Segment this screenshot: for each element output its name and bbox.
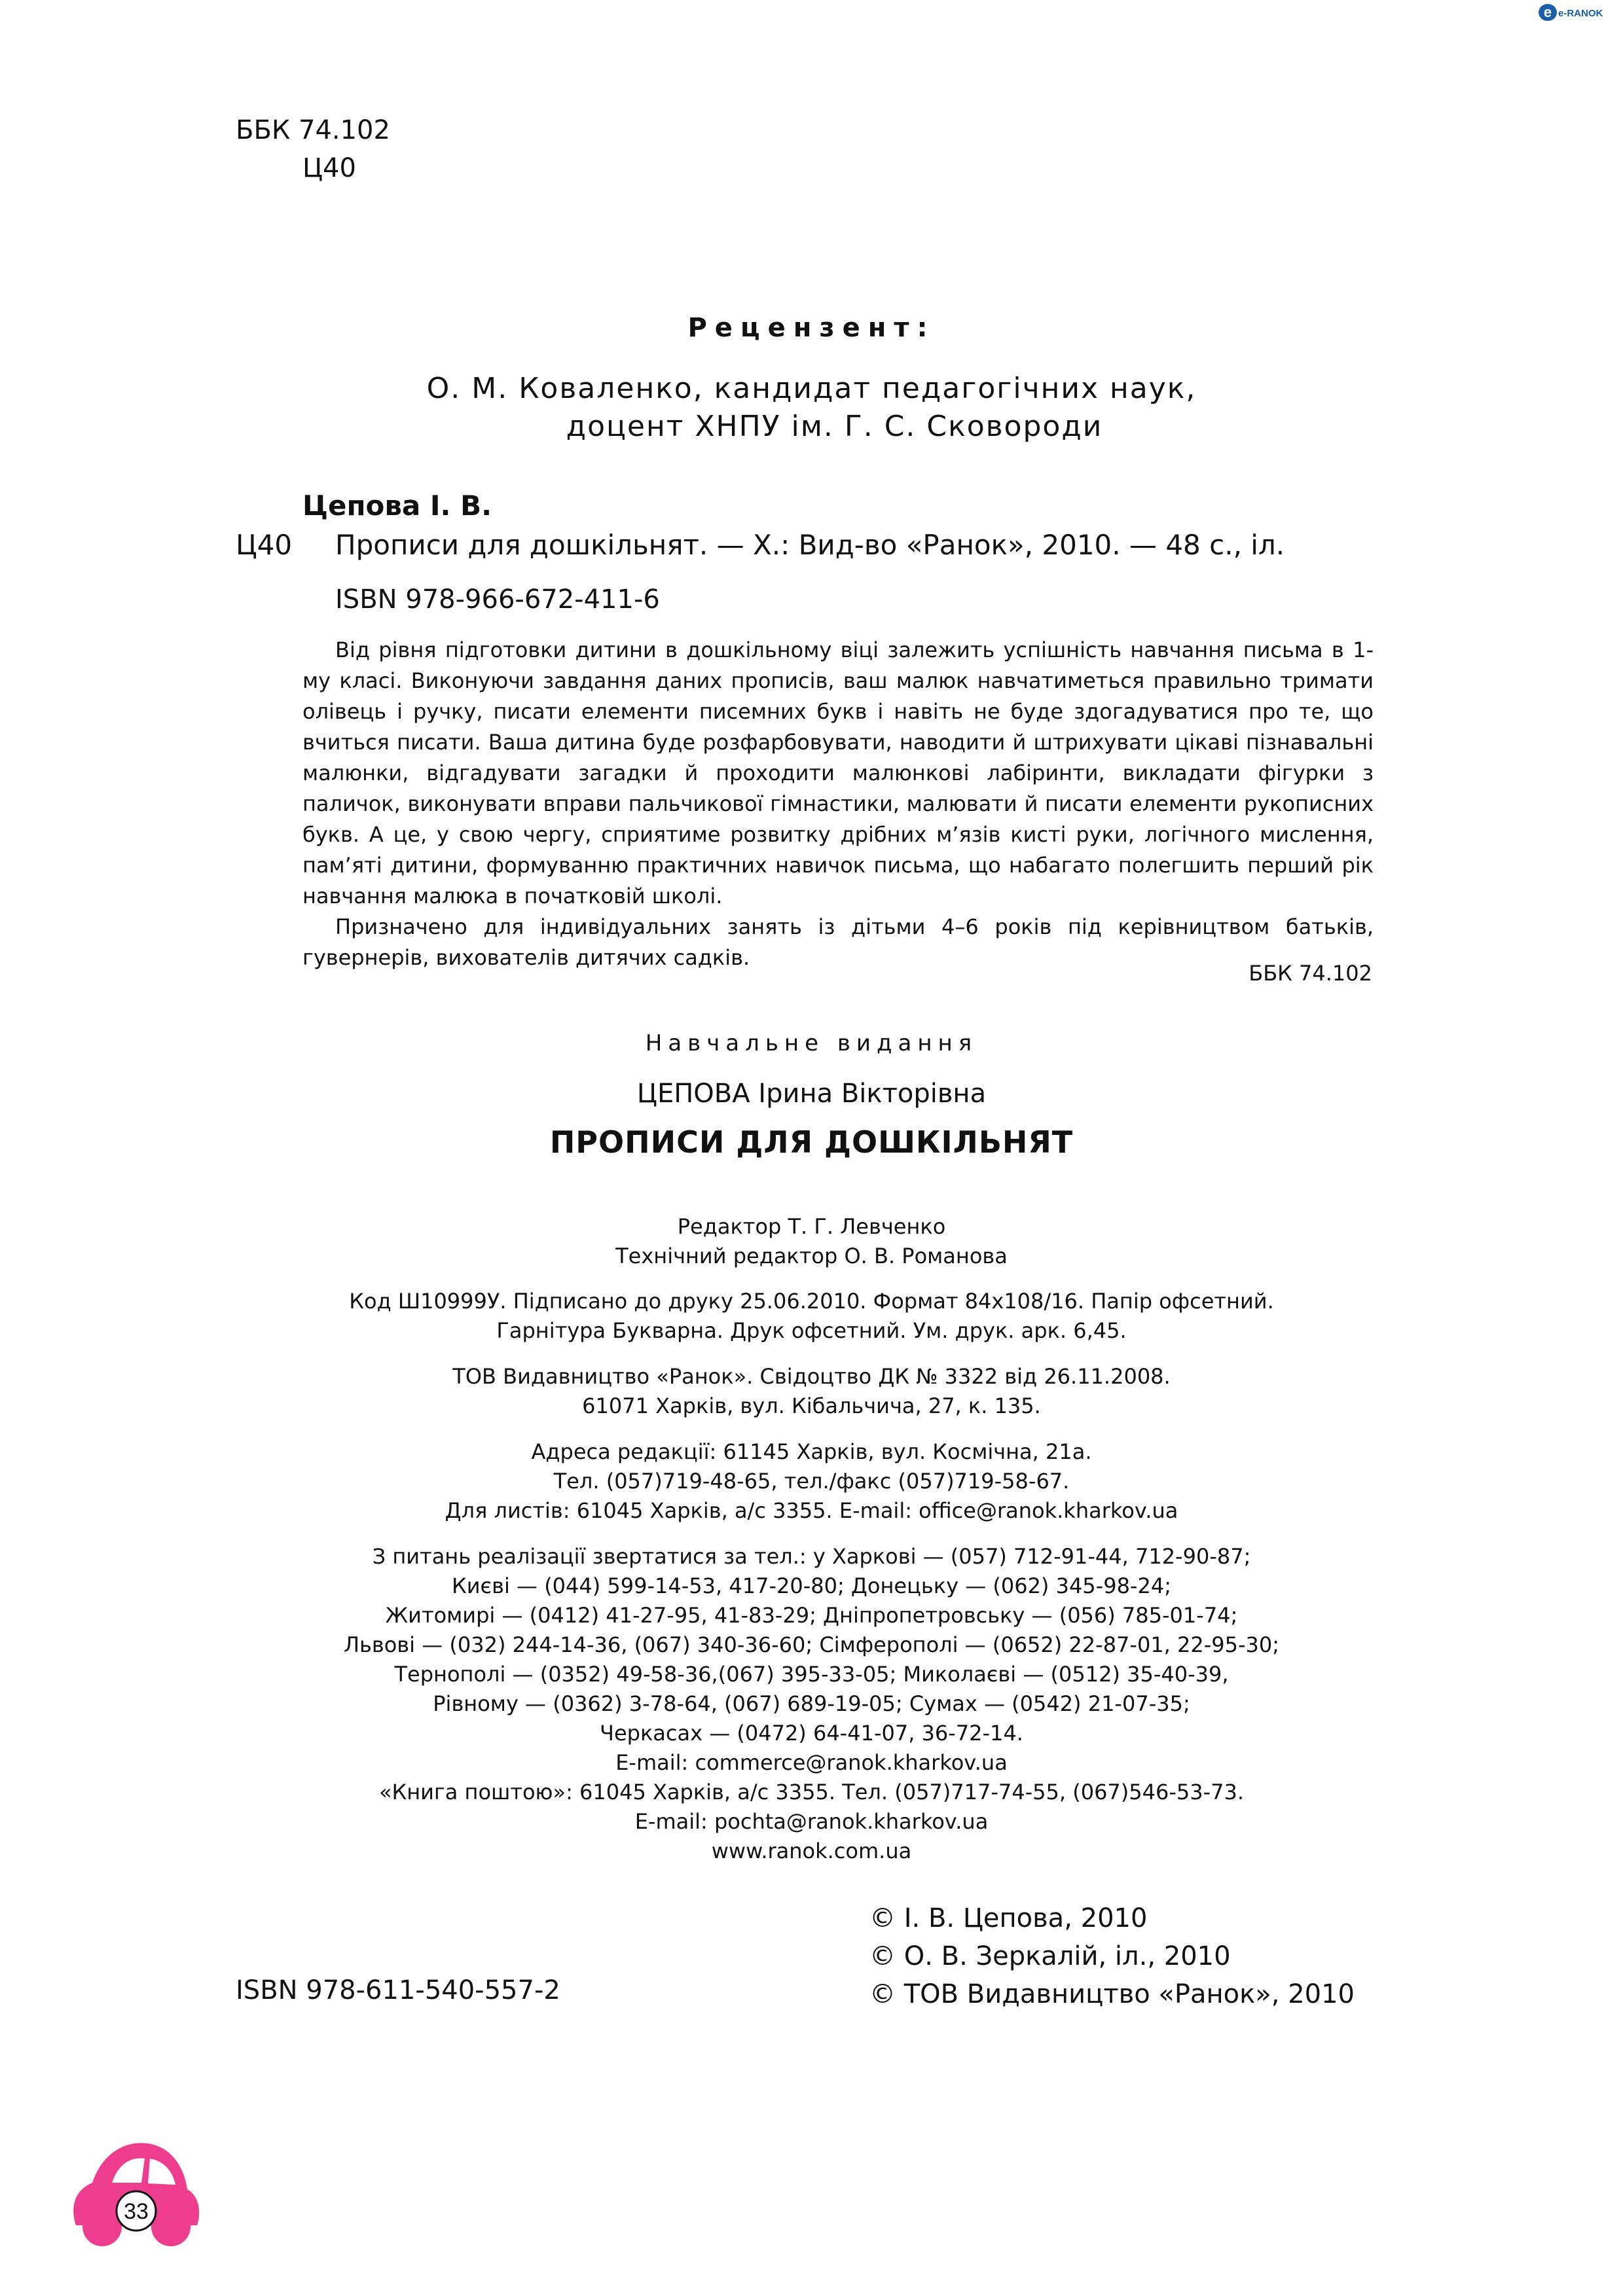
sales-line: Житомирі — (0412) 41-27-95, 41-83-29; Дніпропетровську — (056) 785-01-74; [385,1603,1238,1628]
bbk-block [236,111,390,187]
page-number: 33 [124,2199,149,2224]
sales-line: З питань реалізації звертатися за тел.: у Харкові — (057) 712-91-44, 712-90-87; [372,1544,1251,1569]
address-2: Тел. (057)719-48-65, тел./факс (057)719-58-67. [553,1469,1070,1494]
publisher-logo [1537,3,1614,25]
sales-line: Черкасах — (0472) 64-41-07, 36-72-14. [600,1721,1023,1746]
logo-text: e-RANOK [1558,8,1603,19]
reviewer-line-2: доцент ХНПУ ім. Г. С. Сковороди [566,410,1103,443]
edition-type: Навчальне видання [645,1030,978,1056]
isbn-bottom: ISBN 978-611-540-557-2 [236,1975,560,2005]
publisher-info-1: ТОВ Видавництво «Ранок». Свідоцтво ДК № 3322 від 26.11.2008. [452,1364,1171,1389]
bbk-code: ББК 74.102 [236,115,390,145]
biblio-isbn: ISBN 978-966-672-411-6 [335,584,660,615]
address-1: Адреса редакції: 61145 Харків, вул. Космічна, 21а. [531,1439,1092,1464]
annotation-bbk: ББК 74.102 [1249,961,1372,986]
biblio-mark: Ц40 [236,529,293,561]
copyright-line: © О. В. Зеркалій, іл., 2010 [869,1941,1231,1971]
sales-line: Києві — (044) 599-14-53, 417-20-80; Донецьку — (062) 345-98-24; [452,1573,1171,1598]
mail-order: «Книга поштою»: 61045 Харків, а/с 3355. Тел. (057)717-74-55, (067)546-53-73. [378,1780,1245,1804]
pink-car-icon [63,2127,207,2251]
annotation [302,635,1374,973]
author-mark: Ц40 [302,153,356,183]
reviewer-line-1: О. М. Коваленко, кандидат педагогічних наук, [426,372,1197,405]
print-info-1: Код Ш10999У. Підписано до друку 25.06.2010. Формат 84x108/16. Папір офсетний. [349,1289,1274,1314]
mail-order-email: E-mail: pochta@ranok.kharkov.ua [634,1809,989,1834]
publisher-info-2: 61071 Харків, вул. Кібальчича, 27, к. 135. [582,1393,1041,1418]
editor: Редактор Т. Г. Левченко [677,1214,946,1239]
svg-text:e: e [1543,4,1552,20]
e-ranok-logo-icon [1537,3,1614,22]
website: www.ranok.com.ua [711,1839,912,1863]
annotation-paragraph-1: Від рівня підготовки дитини в дошкільному віці залежить успішність навчання письма в 1-му класі. Виконуючи завдання даних прописів, ваш малюк навчатиметься правильно тримати олівець і ручку, писати елементи писемних букв і навіть не буде здогадуватися про те, що вчиться писати. Ваша дитина буде розфарбовувати, наводити й штрихувати цікаві пізнавальні малюнки, відгадувати загадки й проходити малюнкові лабіринти, викладати фігурки з паличок, виконувати вправи пальчикової гімнастики, малювати й писати елементи рукописних букв. А це, у свою чергу, сприятиме розвитку дрібних м’язів кисті руки, логічного мислення, пам’яті дитини, формуванню практичних навичок письма, що набагато полегшить перший рік навчання малюка в початковій школі. [302,637,1374,908]
biblio-description: Прописи для дошкільнят. — Х.: Вид-во «Ранок», 2010. — 48 с., іл. [335,529,1285,561]
biblio-author: Цепова І. В. [302,490,492,522]
address-3: Для листів: 61045 Харків, а/с 3355. E-mail: office@ranok.kharkov.ua [445,1498,1178,1523]
reviewer-label: Рецензент: [687,313,936,343]
page-number-badge [63,2127,207,2254]
copyright-line: © ТОВ Видавництво «Ранок», 2010 [869,1979,1355,2009]
annotation-paragraph-2: Призначено для індивідуальних занять із дітьми 4–6 років під керівництвом батьків, гувернерів, вихователів дитячих садків. [302,914,1374,970]
sales-line: Тернополі — (0352) 49-58-36,(067) 395-33-05; Миколаєві — (0512) 35-40-39, [394,1662,1229,1687]
sales-line: Львові — (032) 244-14-36, (067) 340-36-60; Сімферополі — (0652) 22-87-01, 22-95-30; [343,1632,1280,1657]
tech-editor: Технічний редактор О. В. Романова [615,1244,1008,1268]
book-title: ПРОПИСИ ДЛЯ ДОШКІЛЬНЯТ [549,1124,1074,1160]
author-full-name: ЦЕПОВА Ірина Вікторівна [636,1079,987,1109]
copyright-line: © І. В. Цепова, 2010 [869,1903,1148,1933]
sales-email: E-mail: commerce@ranok.kharkov.ua [615,1750,1008,1775]
print-info-2: Гарнітура Букварна. Друк офсетний. Ум. друк. арк. 6,45. [496,1318,1127,1343]
sales-line: Рівному — (0362) 3-78-64, (067) 689-19-05; Сумах — (0542) 21-07-35; [433,1691,1190,1716]
